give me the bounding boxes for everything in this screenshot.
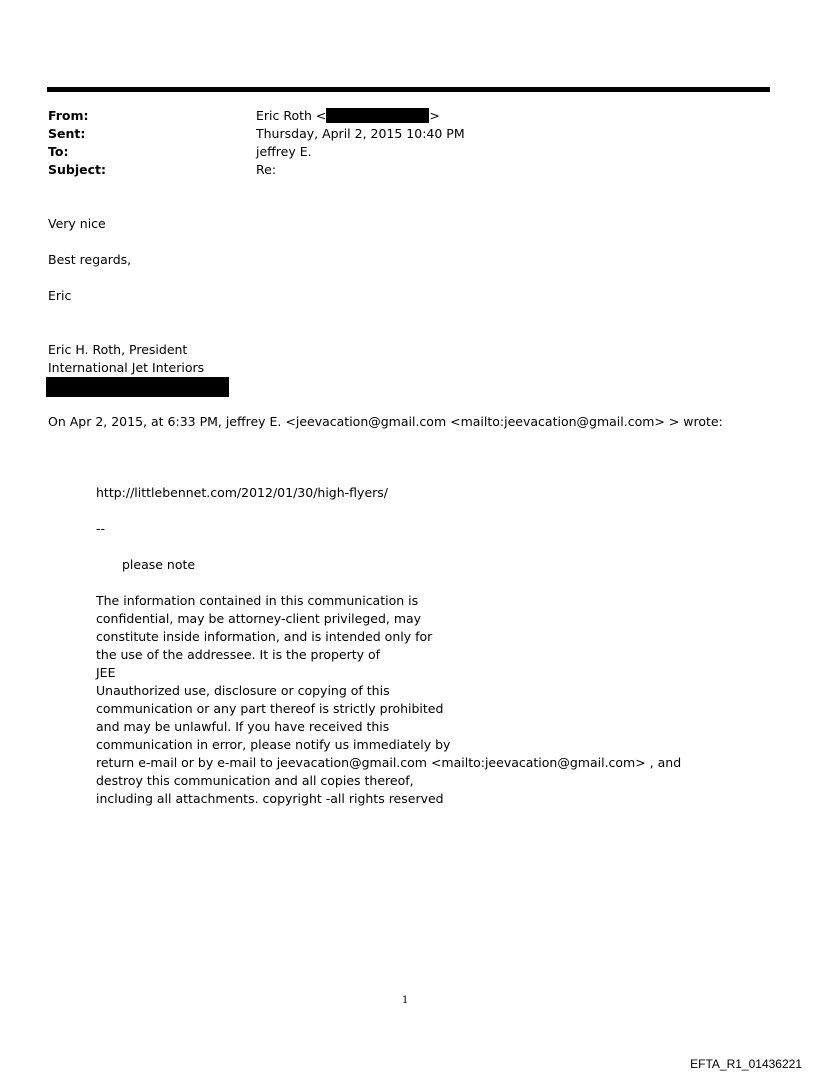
page-number: 1: [402, 995, 409, 1006]
body-line: Very nice: [48, 216, 106, 231]
disclaimer-line: and may be unlawful. If you have received this: [96, 719, 390, 734]
disclaimer: [96, 592, 681, 808]
quoted-link: http://littlebennet.com/2012/01/30/high-flyers/: [96, 485, 388, 500]
disclaimer-line: confidential, may be attorney-client privileged, may: [96, 611, 422, 626]
bates-number: EFTA_R1_01436221: [690, 1057, 802, 1071]
subject-label: Subject:: [48, 162, 106, 177]
disclaimer-line: constitute inside information, and is intended only for: [96, 629, 433, 644]
disclaimer-line: return e-mail or by e-mail to jeevacation@gmail.com <mailto:jeevacation@gmail.com> , and: [96, 755, 682, 770]
subject-value: Re:: [256, 162, 277, 177]
disclaimer-line: The information contained in this communication is: [96, 593, 419, 608]
from-value: [256, 107, 440, 125]
please-note: please note: [122, 557, 196, 572]
to-value: jeffrey E.: [256, 144, 312, 159]
body-line: Eric: [48, 288, 72, 303]
from-close: >: [429, 108, 440, 123]
to-label: To:: [48, 144, 69, 159]
header-rule: [47, 87, 770, 92]
disclaimer-line: communication or any part thereof is strictly prohibited: [96, 701, 444, 716]
redaction-box: [46, 377, 229, 397]
quote-intro: On Apr 2, 2015, at 6:33 PM, jeffrey E. <jeevacation@gmail.com <mailto:jeevacation@gmail.com> > wrote:: [48, 414, 723, 429]
disclaimer-line: the use of the addressee. It is the property of: [96, 647, 381, 662]
disclaimer-line: JEE: [96, 665, 116, 680]
disclaimer-line: communication in error, please notify us immediately by: [96, 737, 451, 752]
disclaimer-line: destroy this communication and all copies thereof,: [96, 773, 414, 788]
from-label: From:: [48, 108, 89, 123]
signature-separator: --: [96, 521, 106, 536]
from-name: Eric Roth <: [256, 108, 327, 123]
sent-label: Sent:: [48, 126, 86, 141]
sent-value: Thursday, April 2, 2015 10:40 PM: [256, 126, 465, 141]
body-line: Best regards,: [48, 252, 132, 267]
disclaimer-line: Unauthorized use, disclosure or copying of this: [96, 683, 390, 698]
redaction-box: [326, 108, 429, 123]
disclaimer-line: including all attachments. copyright -all rights reserved: [96, 791, 444, 806]
signature-name: Eric H. Roth, President: [48, 342, 188, 357]
signature-company: International Jet Interiors: [48, 360, 205, 375]
